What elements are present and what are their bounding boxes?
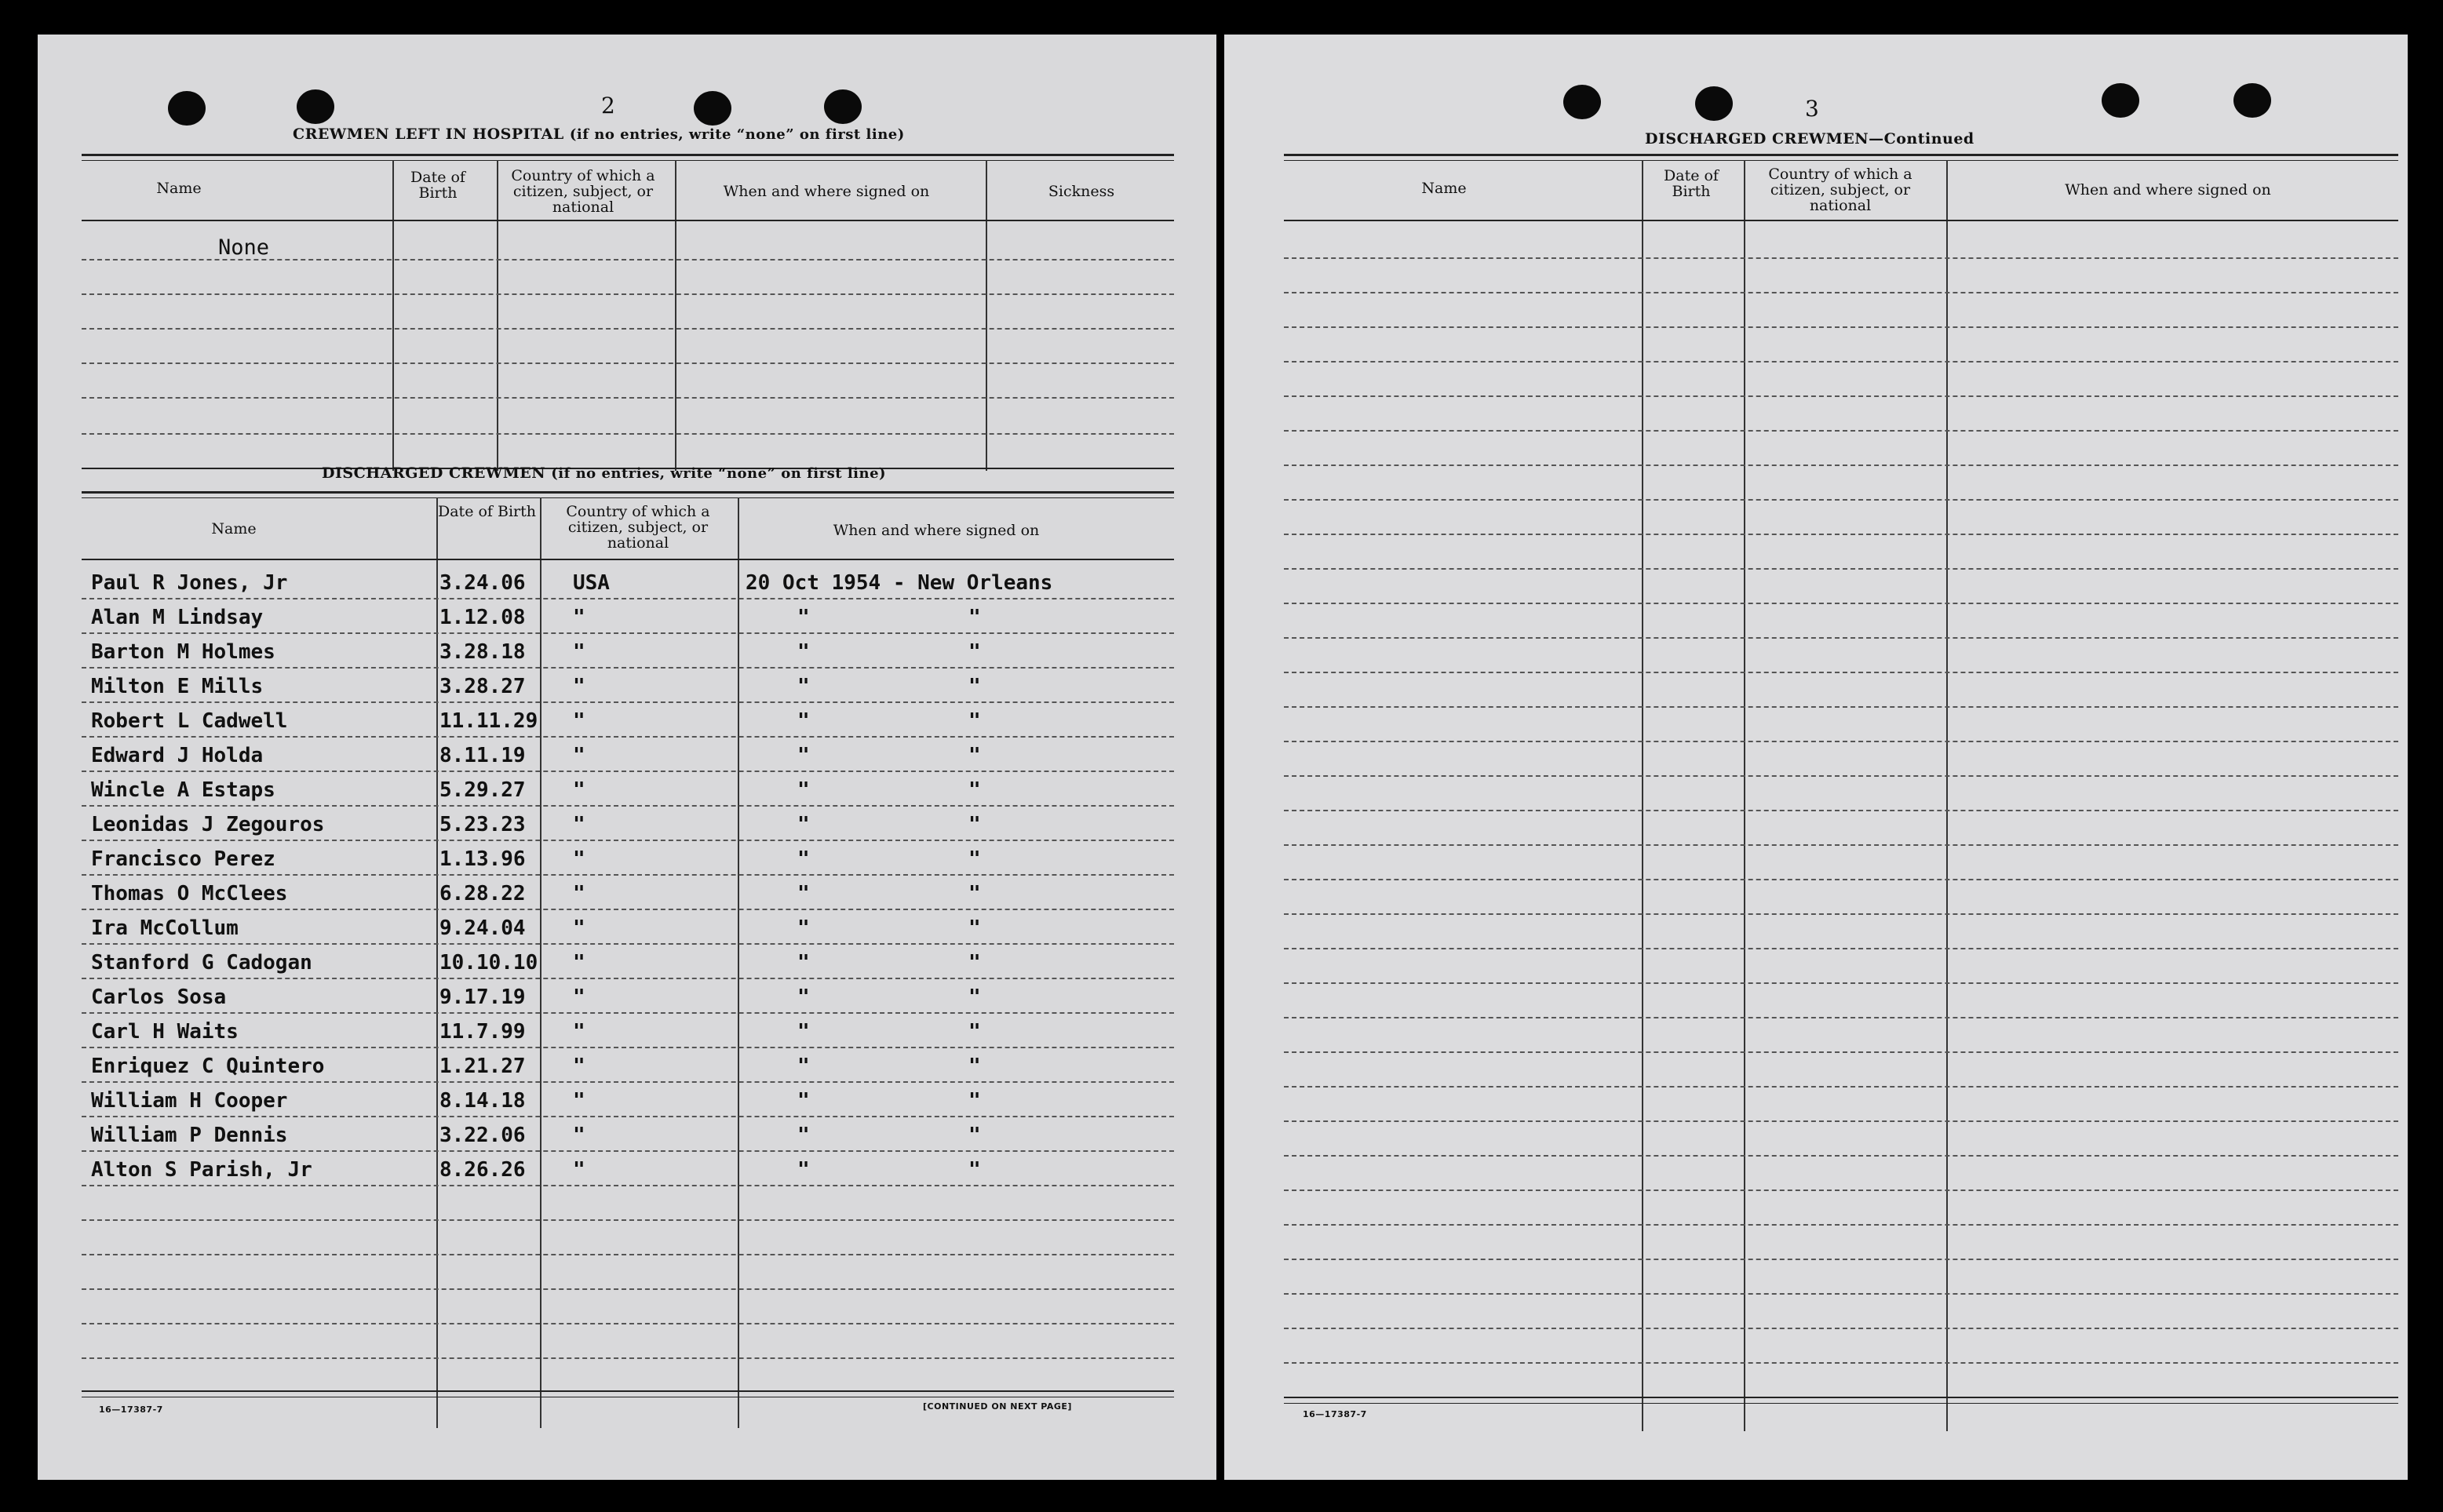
discharged-top-rule-thin (82, 497, 1174, 498)
top-rule-thin (1284, 160, 2398, 161)
crew-dob: 11.11.29 (439, 709, 538, 733)
col-divider (497, 160, 498, 471)
row-line (82, 1357, 1174, 1359)
hospital-header-dob: Date of Birth (410, 169, 465, 202)
row-line (82, 805, 1174, 807)
row-line (82, 1116, 1174, 1117)
row-line (1284, 1293, 2398, 1295)
bottom-rule (82, 1390, 1174, 1392)
row-line (1284, 1259, 2398, 1260)
hospital-header-country: Country of which a citizen, subject, or national (511, 167, 655, 216)
row-line (1284, 672, 2398, 673)
discharged-continued-title: DISCHARGED CREWMEN—Continued (1645, 130, 1974, 148)
row-line (82, 1254, 1174, 1255)
row-line (82, 1323, 1174, 1324)
crew-country: " (573, 675, 585, 698)
top-rule-thin (82, 160, 1174, 161)
form-number: 16—17387-7 (1303, 1409, 1367, 1419)
row-line (82, 701, 1174, 703)
row-line (1284, 1155, 2398, 1157)
punch-hole (297, 89, 334, 124)
punch-hole (2233, 83, 2271, 118)
crew-country: " (573, 606, 585, 629)
crew-dob: 11.7.99 (439, 1020, 526, 1044)
row-line (1284, 326, 2398, 328)
crew-signed-ditto: " (968, 778, 981, 802)
punch-hole (694, 91, 731, 126)
row-line (82, 943, 1174, 945)
hospital-title: CREWMEN LEFT IN HOSPITAL (293, 126, 564, 143)
punch-hole (824, 89, 862, 124)
hospital-header-name: Name (156, 180, 202, 197)
crew-signed-on: 20 Oct 1954 - New Orleans (746, 571, 1053, 595)
crew-name: Alan M Lindsay (91, 606, 264, 629)
row-line (82, 397, 1174, 399)
crew-signed-ditto: " (797, 744, 810, 767)
hospital-note: (if no entries, write “none” on first line) (569, 126, 905, 143)
row-line (82, 1081, 1174, 1083)
cont-header-country: Country of which a citizen, subject, or national (1768, 166, 1912, 214)
punch-hole (1563, 85, 1601, 119)
row-line (82, 1012, 1174, 1014)
col-divider (1946, 160, 1948, 1431)
hospital-header-signed: When and where signed on (723, 183, 930, 200)
crew-country: " (573, 709, 585, 733)
row-line (1284, 982, 2398, 984)
crew-dob: 10.10.10 (439, 951, 538, 975)
crew-country: " (573, 951, 585, 975)
row-line (1284, 913, 2398, 915)
crew-dob: 6.28.22 (439, 882, 526, 905)
crew-signed-ditto: " (968, 1020, 981, 1044)
crew-dob: 1.12.08 (439, 606, 526, 629)
row-line (1284, 534, 2398, 535)
row-line (82, 1047, 1174, 1048)
crew-country: " (573, 916, 585, 940)
discharged-header-rule (82, 559, 1174, 560)
punch-hole (2102, 83, 2139, 118)
discharged-header-country: Country of which a citizen, subject, or national (566, 503, 710, 552)
crew-dob: 9.17.19 (439, 986, 526, 1009)
crew-signed-ditto: " (797, 675, 810, 698)
cont-header-dob: Date of Birth (1664, 167, 1719, 200)
row-line (82, 1288, 1174, 1290)
crew-signed-ditto: " (968, 951, 981, 975)
crew-signed-ditto: " (797, 916, 810, 940)
page-number: 3 (1805, 96, 1819, 122)
col-divider (392, 160, 394, 471)
crew-dob: 3.28.27 (439, 675, 526, 698)
crew-dob: 5.23.23 (439, 813, 526, 836)
row-line (1284, 844, 2398, 846)
crew-signed-ditto: " (797, 1089, 810, 1113)
crew-name: Paul R Jones, Jr (91, 571, 288, 595)
crew-signed-ditto: " (797, 1055, 810, 1078)
crew-signed-ditto: " (968, 744, 981, 767)
crew-signed-ditto: " (968, 882, 981, 905)
row-line (1284, 395, 2398, 397)
row-line (1284, 603, 2398, 604)
crew-name: Wincle A Estaps (91, 778, 275, 802)
form-number: 16—17387-7 (99, 1405, 163, 1415)
crew-country: " (573, 1089, 585, 1113)
crew-dob: 3.22.06 (439, 1124, 526, 1147)
row-line (1284, 1224, 2398, 1226)
crew-signed-ditto: " (968, 1124, 981, 1147)
row-line (82, 736, 1174, 738)
crew-name: Robert L Cadwell (91, 709, 288, 733)
row-line (1284, 465, 2398, 466)
crew-name: Leonidas J Zegouros (91, 813, 325, 836)
discharged-header-dob: Date of Birth (438, 503, 536, 520)
crew-name: Francisco Perez (91, 847, 275, 871)
crew-signed-ditto: " (968, 1158, 981, 1182)
crew-signed-ditto: " (968, 1055, 981, 1078)
row-line (1284, 1190, 2398, 1191)
hospital-first-entry: None (218, 235, 270, 260)
header-rule (82, 220, 1174, 221)
bottom-rule-thin (1284, 1403, 2398, 1404)
page-number: 2 (601, 93, 615, 118)
row-line (1284, 810, 2398, 811)
crew-signed-ditto: " (968, 916, 981, 940)
right-page (1224, 35, 2408, 1480)
row-line (82, 328, 1174, 330)
crew-signed-ditto: " (968, 847, 981, 871)
crew-name: Thomas O McClees (91, 882, 288, 905)
crew-signed-ditto: " (797, 986, 810, 1009)
crew-name: William H Cooper (91, 1089, 288, 1113)
punch-hole (168, 91, 206, 126)
row-line (1284, 741, 2398, 742)
discharged-section-title (322, 465, 886, 482)
row-line (1284, 430, 2398, 432)
discharged-header-name: Name (211, 520, 257, 537)
crew-name: Alton S Parish, Jr (91, 1158, 312, 1182)
crew-signed-ditto: " (797, 778, 810, 802)
crew-name: Edward J Holda (91, 744, 264, 767)
row-line (82, 1219, 1174, 1221)
crew-signed-ditto: " (797, 1158, 810, 1182)
crew-name: Ira McCollum (91, 916, 239, 940)
crew-signed-ditto: " (968, 606, 981, 629)
crew-country: " (573, 1124, 585, 1147)
left-page (38, 35, 1216, 1480)
crew-signed-ditto: " (797, 1020, 810, 1044)
discharged-top-rule (82, 491, 1174, 494)
crew-country: " (573, 1020, 585, 1044)
crew-name: Carlos Sosa (91, 986, 227, 1009)
crew-dob: 1.21.27 (439, 1055, 526, 1078)
top-rule (82, 154, 1174, 156)
crew-country: " (573, 778, 585, 802)
crew-name: William P Dennis (91, 1124, 288, 1147)
crew-dob: 8.11.19 (439, 744, 526, 767)
crew-dob: 9.24.04 (439, 916, 526, 940)
crew-signed-ditto: " (797, 813, 810, 836)
crew-signed-ditto: " (797, 1124, 810, 1147)
row-line (1284, 1120, 2398, 1122)
crew-country: " (573, 744, 585, 767)
crew-country: " (573, 640, 585, 664)
row-line (82, 667, 1174, 669)
crew-signed-ditto: " (797, 606, 810, 629)
crew-signed-ditto: " (968, 1089, 981, 1113)
row-line (82, 433, 1174, 435)
crew-dob: 3.28.18 (439, 640, 526, 664)
crew-name: Enriquez C Quintero (91, 1055, 325, 1078)
row-line (1284, 706, 2398, 708)
crew-signed-ditto: " (968, 640, 981, 664)
row-line (82, 840, 1174, 841)
row-line (1284, 361, 2398, 363)
crew-dob: 8.26.26 (439, 1158, 526, 1182)
crew-country: USA (573, 571, 610, 595)
crew-dob: 1.13.96 (439, 847, 526, 871)
row-line (82, 771, 1174, 772)
discharged-title: DISCHARGED CREWMEN (322, 465, 546, 482)
row-line (82, 1185, 1174, 1186)
crew-name: Stanford G Cadogan (91, 951, 312, 975)
crew-signed-ditto: " (797, 847, 810, 871)
crew-signed-ditto: " (968, 986, 981, 1009)
cont-header-name: Name (1421, 180, 1467, 197)
row-line (82, 293, 1174, 295)
row-line (1284, 879, 2398, 880)
row-line (1284, 1328, 2398, 1329)
col-divider (1642, 160, 1643, 1431)
cont-header-signed: When and where signed on (2065, 181, 2271, 199)
row-line (82, 632, 1174, 634)
crew-country: " (573, 986, 585, 1009)
crew-country: " (573, 847, 585, 871)
row-line (1284, 1017, 2398, 1018)
row-line (1284, 1362, 2398, 1364)
top-rule (1284, 154, 2398, 156)
row-line (1284, 1051, 2398, 1053)
crew-country: " (573, 1158, 585, 1182)
crew-country: " (573, 882, 585, 905)
hospital-header-sickness: Sickness (1048, 183, 1115, 200)
crew-signed-ditto: " (797, 882, 810, 905)
row-line (1284, 257, 2398, 259)
crew-country: " (573, 1055, 585, 1078)
crew-dob: 8.14.18 (439, 1089, 526, 1113)
row-line (82, 978, 1174, 979)
crew-signed-ditto: " (797, 951, 810, 975)
discharged-note: (if no entries, write “none” on first line) (551, 465, 887, 482)
row-line (82, 259, 1174, 261)
crew-signed-ditto: " (797, 709, 810, 733)
crew-dob: 3.24.06 (439, 571, 526, 595)
header-rule (1284, 220, 2398, 221)
row-line (1284, 1086, 2398, 1088)
punch-hole (1695, 86, 1733, 121)
row-line (82, 909, 1174, 910)
crew-name: Barton M Holmes (91, 640, 275, 664)
discharged-header-signed: When and where signed on (833, 522, 1040, 539)
bottom-rule (1284, 1397, 2398, 1398)
hospital-section-title (293, 126, 905, 143)
row-line (1284, 568, 2398, 570)
row-line (1284, 775, 2398, 777)
row-line (1284, 948, 2398, 949)
crew-signed-ditto: " (968, 813, 981, 836)
crew-name: Milton E Mills (91, 675, 264, 698)
crew-dob: 5.29.27 (439, 778, 526, 802)
continued-note: [CONTINUED ON NEXT PAGE] (923, 1401, 1072, 1412)
col-divider (986, 160, 987, 471)
row-line (1284, 292, 2398, 293)
row-line (1284, 637, 2398, 639)
row-line (82, 363, 1174, 364)
crew-name: Carl H Waits (91, 1020, 239, 1044)
crew-signed-ditto: " (968, 675, 981, 698)
crew-signed-ditto: " (968, 709, 981, 733)
row-line (82, 598, 1174, 599)
row-line (82, 874, 1174, 876)
col-divider (1744, 160, 1745, 1431)
crew-country: " (573, 813, 585, 836)
col-divider (675, 160, 676, 471)
crew-signed-ditto: " (797, 640, 810, 664)
row-line (1284, 499, 2398, 501)
row-line (82, 1150, 1174, 1152)
